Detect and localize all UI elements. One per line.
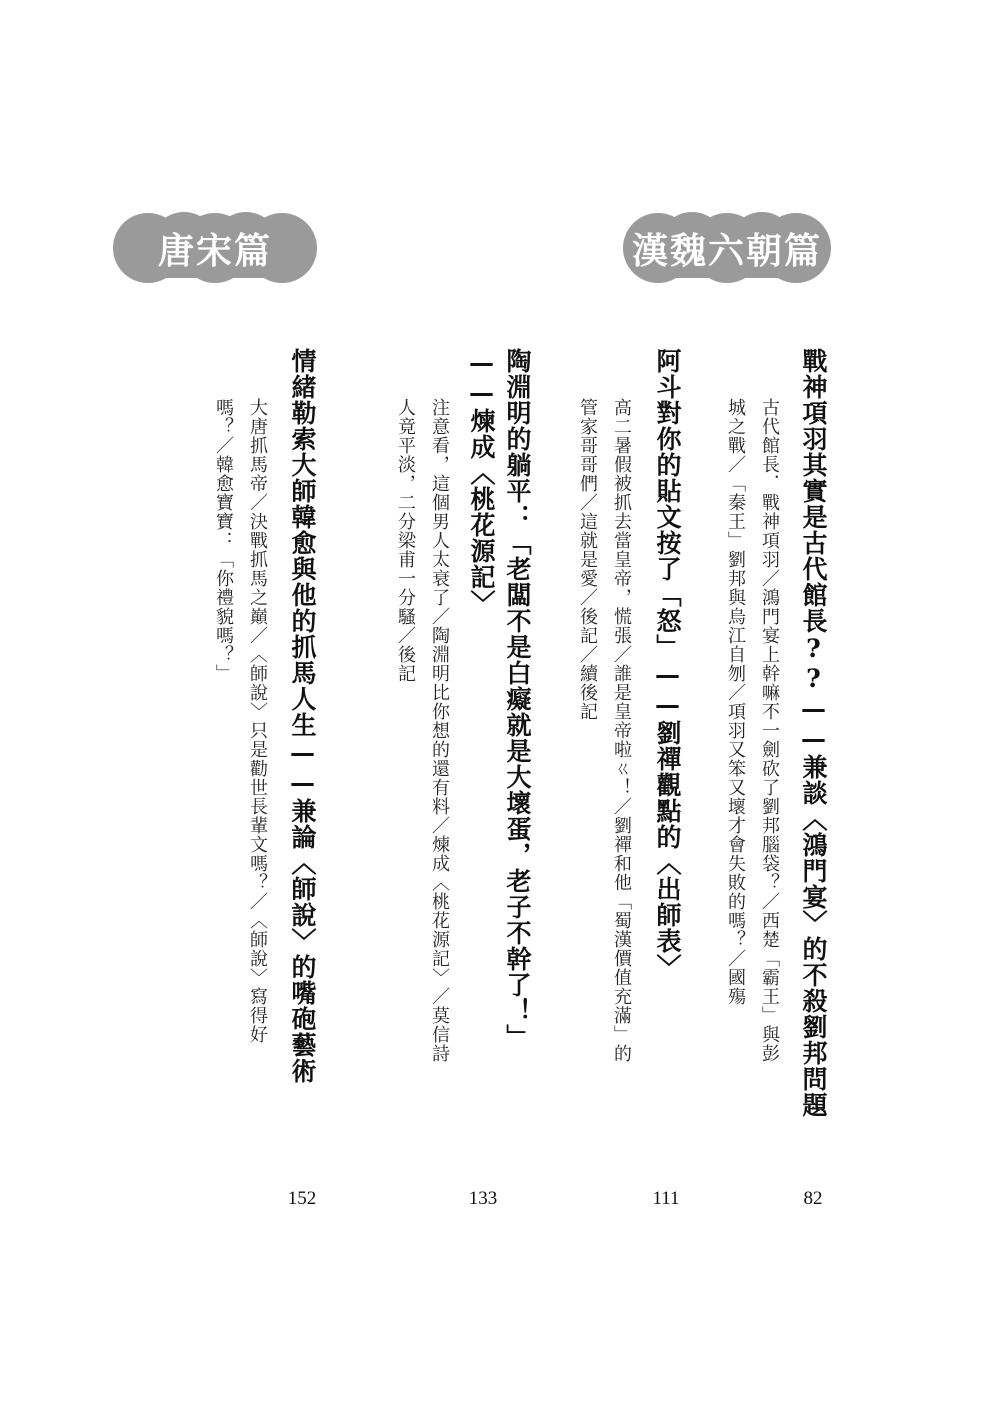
section-label-tang-song — [112, 212, 318, 284]
chapter-desc-line: 高二暑假被抓去當皇帝，慌張／誰是皇帝啦ㄍ！／劉禪和他「蜀漢價值充滿」的 — [611, 398, 632, 1063]
section-label-text: 漢魏六朝篇 — [631, 229, 822, 272]
section-label-han-wei — [622, 212, 832, 284]
chapter-desc-line: 注意看，這個男人太衰了／陶淵明比你想的還有料／煉成〈桃花源記〉／莫信詩 — [429, 398, 450, 1063]
chapter-desc-line: 人竟平淡，二分梁甫一分騷／後記 — [395, 398, 416, 683]
page-number: 133 — [468, 1188, 498, 1209]
chapter-title: 情緒勒索大師韓愈與他的抓馬人生——兼論〈師說〉的嘴砲藝術 — [288, 348, 317, 1084]
chapter-title-subline: ——煉成〈桃花源記〉 — [467, 348, 496, 616]
chapter-desc-line: 嗎？／韓愈寶寶：「你禮貌嗎？」 — [213, 398, 234, 683]
page-number: 152 — [287, 1188, 317, 1209]
page-number: 111 — [652, 1188, 680, 1209]
chapter-title: 阿斗對你的貼文按了「怒」——劉禪觀點的〈出師表〉 — [653, 348, 682, 980]
chapter-title: 陶淵明的躺平：「老闆不是白癡就是大壞蛋，老子不幹了！」 — [503, 348, 532, 1050]
chapter-desc-line: 管家哥哥們／這就是愛／後記／續後記 — [577, 398, 598, 721]
chapter-title: 戰神項羽其實是古代館長??——兼談〈鴻門宴〉的不殺劉邦問題 — [799, 348, 828, 1118]
chapter-desc-line: 大唐抓馬帝／決戰抓馬之巔／〈師說〉只是勸世長輩文嗎？／〈師說〉寫得好 — [247, 398, 268, 1044]
chapter-desc-line: 古代館長．戰神項羽／鴻門宴上幹嘛不一劍砍了劉邦腦袋？／西楚「霸王」與彭 — [759, 398, 780, 1063]
chapter-desc-line: 城之戰／「秦王」劉邦與烏江自刎／項羽又笨又壞才會失敗的嗎？／國殤 — [725, 398, 746, 1006]
section-label-text: 唐宋篇 — [157, 229, 272, 272]
page-number: 82 — [803, 1188, 823, 1209]
